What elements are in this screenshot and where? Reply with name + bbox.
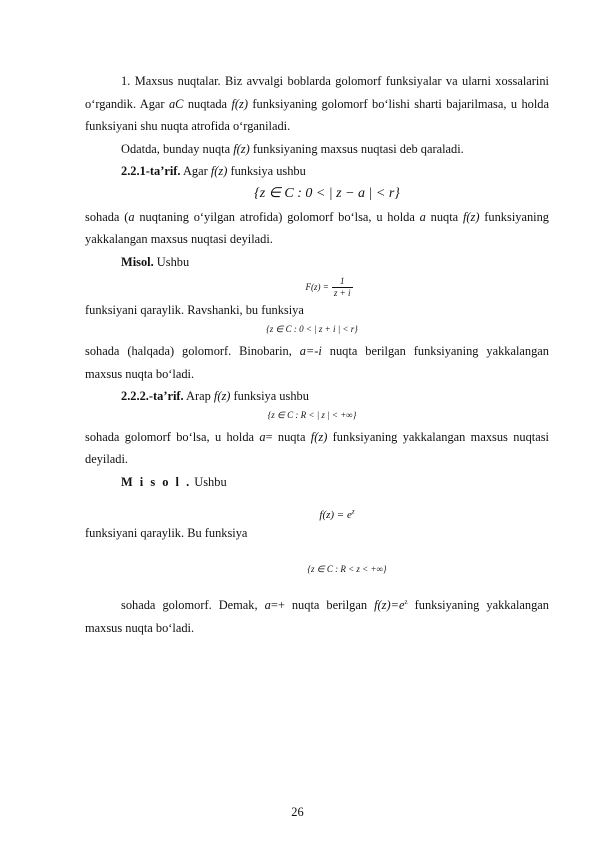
paragraph-infinity-point: sohada golomorf bo‘lsa, u holda a= nuqta f(z) funksiyaning yakkalangan maxsus nuqtasi deyiladi. [85,429,549,467]
example-2-heading: M i s o l . Ushbu [121,474,227,489]
paragraph-conclusion: sohada golomorf. Demak, a=+ nuqta berilgan $f(z)=e^z$ funksiyaning yakkalangan maxsus nuqta bo‘ladi. [85,597,549,635]
example-1-heading: Misol. Ushbu [121,254,190,269]
equation-exterior-domain: {z ∈ C : R < | z | < +∞} [267,409,357,420]
paragraph-annulus-holomorphic: sohada (halqada) golomorf. Binobarin, a=-i nuqta berilgan funksiyaning yakkalangan maxsus nuqta bo‘ladi. [85,343,549,381]
equation-punctured-disk: {z ∈ C : 0 < | z − a | < r} [254,185,400,201]
paragraph-intro: 1. Maxsus nuqtalar. Biz avvalgi boblarda golomorf funksiyalar va ularni xossalarini o‘rgandik. Agar aC nuqtada f(z) funksiyaning golomorf bo‘lishi sharti bajarilmasa, u holda funksiyani shu nuqta atrofida o‘rganiladi. [85,74,549,134]
equation-function-f: F(z) = $\frac{1}{z + i}$ [305,276,351,298]
equation-exterior-domain-2: {z ∈ C : R < z < +∞} [307,564,387,575]
fraction: $\frac{1}{z + i}$ [333,276,351,298]
equation-exponential: $f(z) = e^z$ [319,506,355,521]
paragraph-isolated-point: sohada (a nuqtaning o‘yilgan atrofida) golomorf bo‘lsa, u holda a nuqta f(z) funksiyaning yakkalangan maxsus nuqtasi deyiladi. [85,209,549,247]
definition-2-2-1: 2.2.1-ta’rif. Agar f(z) funksiya ushbu [121,164,306,179]
paragraph-singular-point: Odatda, bunday nuqta f(z) funksiyaning maxsus nuqtasi deb qaraladi. [121,141,464,156]
page-number: 26 [291,805,304,819]
text-body [85,70,549,639]
equation-annulus-1: {z ∈ C : 0 < | z + i | < r} [266,323,358,334]
definition-2-2-2: 2.2.2.-ta’rif. Arap f(z) funksiya ushbu [121,389,309,404]
paragraph-consider-function-2: funksiyani qaraylik. Bu funksiya [85,525,248,540]
paragraph-consider-function: funksiyani qaraylik. Ravshanki, bu funksiya [85,303,304,318]
